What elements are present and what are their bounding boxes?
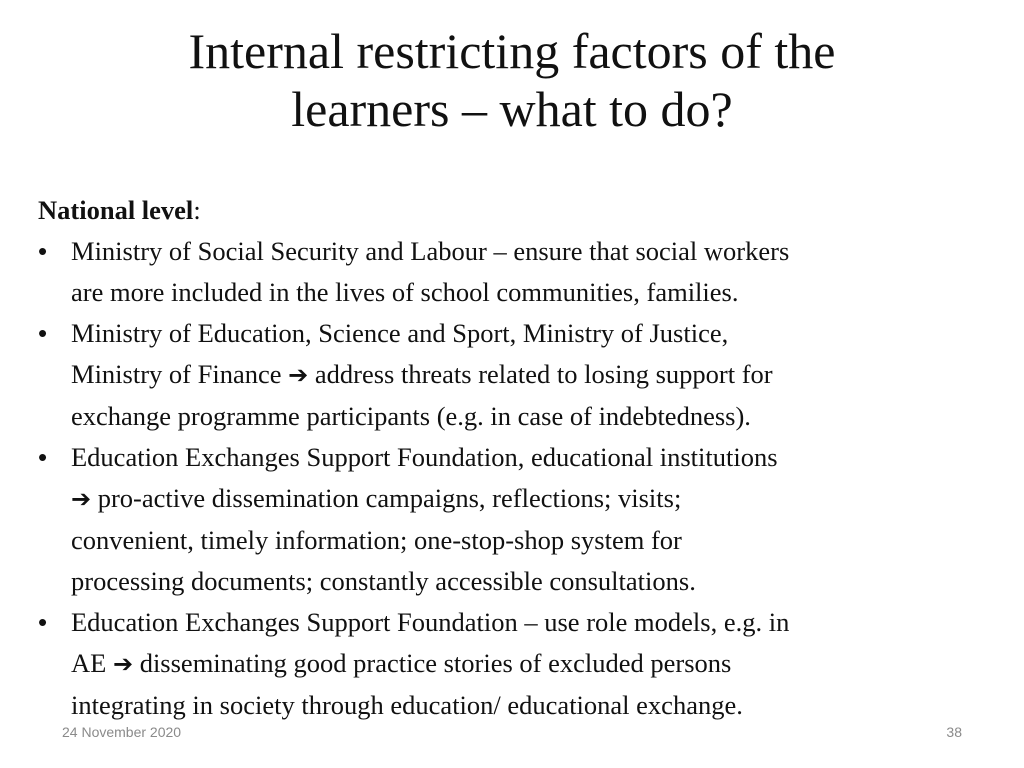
bullet-3-line-4: processing documents; constantly accessible consultations. <box>71 566 696 596</box>
bullet-2-line-2-rest: address threats related to losing support for <box>308 359 773 389</box>
slide-title-line-2: learners – what to do? <box>291 81 733 137</box>
section-heading-text: National level <box>38 195 194 225</box>
bullet-2-line-2 <box>71 354 988 396</box>
bullet-4-line-2-rest: disseminating good practice stories of excluded persons <box>133 648 732 678</box>
section-heading-colon: : <box>193 195 201 225</box>
bullet-list <box>38 231 988 726</box>
bullet-2-line-2-text: Ministry of Finance <box>71 359 282 389</box>
bullet-item-1 <box>38 231 988 313</box>
bullet-4-line-2 <box>71 643 988 685</box>
slide-title-line-1: Internal restricting factors of the <box>188 23 836 79</box>
right-arrow-icon: ➔ <box>112 650 134 678</box>
bullet-4-line-2-text: AE <box>71 648 107 678</box>
bullet-2-line-1: Ministry of Education, Science and Sport, Ministry of Justice, <box>71 318 729 348</box>
bullet-4-line-3: integrating in society through education/ educational exchange. <box>71 690 743 720</box>
bullet-3-line-3: convenient, timely information; one-stop-shop system for <box>71 525 682 555</box>
bullet-item-2 <box>38 313 988 437</box>
bullet-item-4 <box>38 602 988 726</box>
bullet-icon: • <box>38 318 48 348</box>
bullet-2-line-3: exchange programme participants (e.g. in case of indebtedness). <box>71 401 751 431</box>
bullet-3-line-2-text: pro-active dissemination campaigns, reflections; visits; <box>91 483 682 513</box>
bullet-3-line-2 <box>71 478 988 520</box>
right-arrow-icon: ➔ <box>71 485 92 513</box>
slide-title <box>20 22 1004 138</box>
bullet-icon: • <box>38 607 48 637</box>
footer-date: 24 November 2020 <box>62 724 182 740</box>
slide-body <box>38 190 988 726</box>
footer-page-number: 38 <box>946 724 962 740</box>
bullet-icon: • <box>38 236 48 266</box>
bullet-1-line-2: are more included in the lives of school communities, families. <box>71 277 739 307</box>
right-arrow-icon: ➔ <box>288 361 309 389</box>
bullet-3-line-1: Education Exchanges Support Foundation, educational institutions <box>71 442 778 472</box>
bullet-item-3 <box>38 437 988 602</box>
bullet-4-line-1: Education Exchanges Support Foundation – use role models, e.g. in <box>71 607 790 637</box>
bullet-1-line-1: Ministry of Social Security and Labour – ensure that social workers <box>71 236 790 266</box>
section-heading <box>38 190 988 231</box>
bullet-icon: • <box>38 442 48 472</box>
